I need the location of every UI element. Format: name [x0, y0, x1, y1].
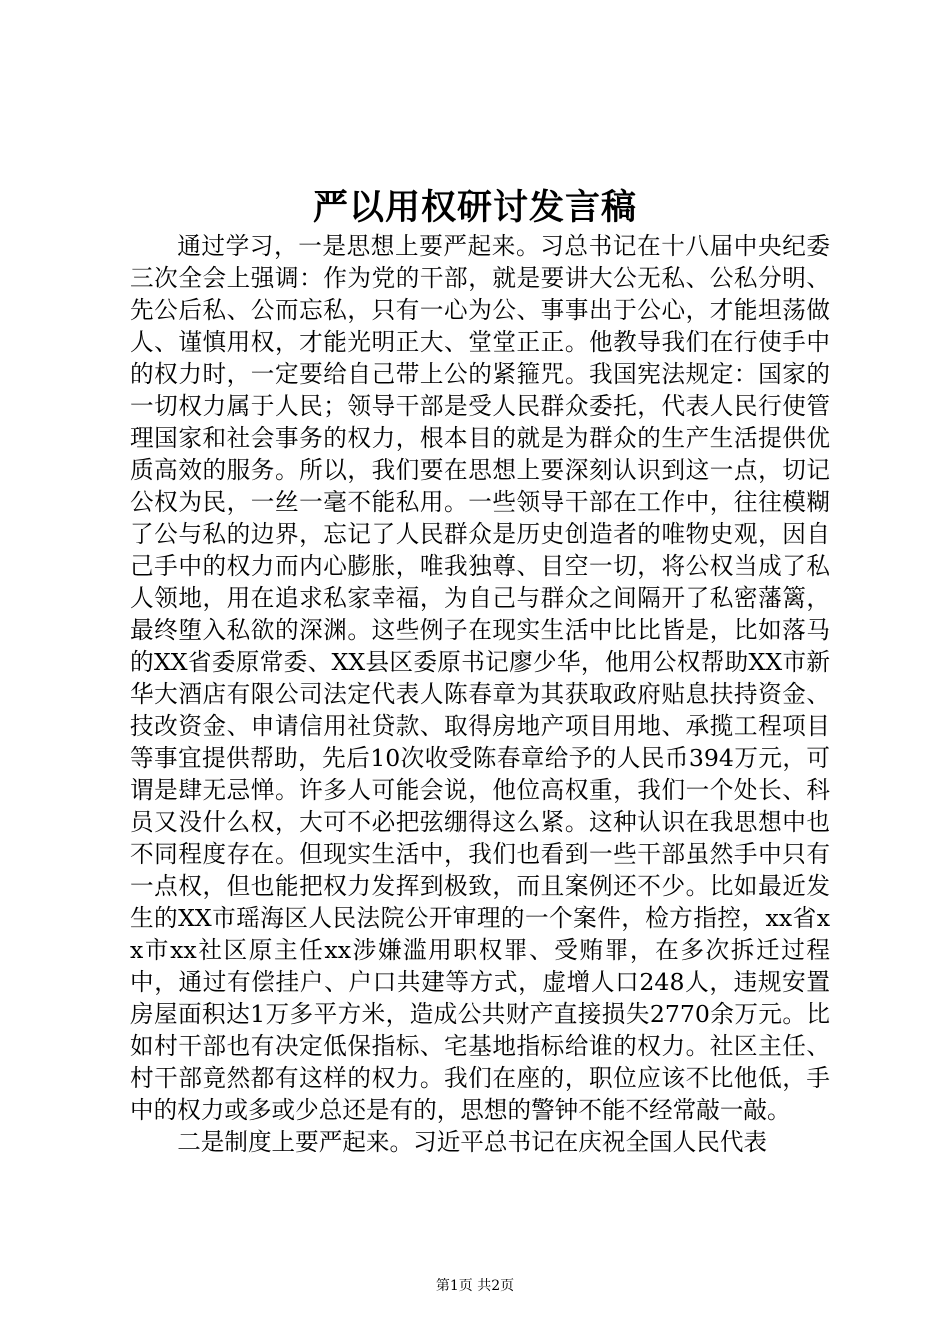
document-title: 严以用权研讨发言稿: [312, 187, 637, 228]
page-footer: 第1页 共2页: [435, 1278, 515, 1294]
body-paragraph: 通过学习，一是思想上要严起来。习总书记在十八届中央纪委三次全会上强调：作为党的干部，就是要讲大公无私、公私分明、先公后私、公而忘私，只有一心为公、事事出于公心，才能坦荡做人、谨慎用权，才能光明正大、堂堂正正。他教导我们在行使手中的权力时，一定要给自己带上公的紧箍咒。我国宪法规定：国家的一切权力属于人民；领导干部是受人民群众委托，代表人民行使管理国家和社会事务的权力，根本目的就是为群众的生产生活提供优质高效的服务。所以，我们要在思想上要深刻认识到这一点，切记公权为民，一丝一毫不能私用。一些领导干部在工作中，往往模糊了公与私的边界，忘记了人民群众是历史创造者的唯物史观，因自己手中的权力而内心膨胀，唯我独尊、目空一切，将公权当成了私人领地，用在追求私家幸福，为自己与群众之间隔开了私密藩篱，最终堕入私欲的深渊。这些例子在现实生活中比比皆是，比如落马的XX省委原常委、XX县区委原书记廖少华，他用公权帮助XX市新华大酒店有限公司法定代表人陈春章为其获取政府贴息扶持资金、技改资金、申请信用社贷款、取得房地产项目用地、承揽工程项目等事宜提供帮助，先后10次收受陈春章给予的人民币394万元，可谓是肆无忌惮。许多人可能会说，他位高权重，我们一个处长、科员又没什么权，大可不必把弦绷得这么紧。这种认识在我思想中也不同程度存在。但现实生活中，我们也看到一些干部虽然手中只有一点权，但也能把权力发挥到极致，而且案例还不少。比如最近发生的XX市瑶海区人民法院公开审理的一个案件，检方指控，xx省xx市xx社区原主任xx涉嫌滥用职权罪、受贿罪，在多次拆迁过程中，通过有偿挂户、户口共建等方式，虚增人口248人，违规安置房屋面积达1万多平方米，造成公共财产直接损失2770余万元。比如村干部也有决定低保指标、宅基地指标给谁的权力。社区主任、村干部竟然都有这样的权力。我们在座的，职位应该不比他低，手中的权力或多或少总还是有的，思想的警钟不能不经常敲一敲。: [130, 232, 830, 1124]
body-paragraph: 二是制度上要严起来。习近平总书记在庆祝全国人民代表: [177, 1128, 768, 1156]
document-body: [130, 230, 830, 1158]
